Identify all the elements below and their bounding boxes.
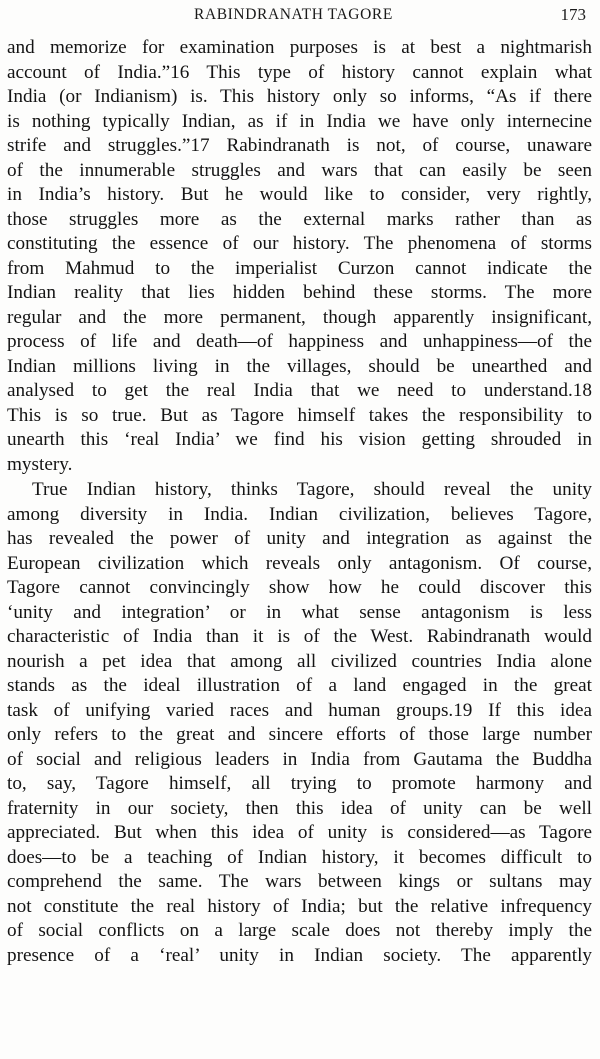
text-line: stands as the ideal illustration of a land engaged in the great xyxy=(7,675,592,696)
text-line: mystery. xyxy=(7,453,73,475)
text-line: European civilization which reveals only antagonism. Of course, xyxy=(7,552,592,574)
text-line: to, say, Tagore himself, all trying to promote harmony and xyxy=(7,773,592,794)
text-line: nourish a pet idea that among all civilized countries India alone xyxy=(7,650,592,672)
text-line: constituting the essence of our history. The phenomena of storms xyxy=(7,233,592,254)
text-line: True Indian history, thinks Tagore, should reveal the unity xyxy=(32,479,592,500)
text-line: is nothing typically Indian, as if in India we have only internecine xyxy=(7,110,592,132)
text-line: process of life and death—of happiness and unhappiness—of the xyxy=(7,331,592,352)
text-line: account of India.”16 This type of history cannot explain what xyxy=(7,61,592,83)
body-text xyxy=(7,36,592,968)
text-line: analysed to get the real India that we need to understand.18 xyxy=(7,380,592,401)
text-line: only refers to the great and sincere efforts of those large number xyxy=(7,724,592,745)
page-number: 173 xyxy=(560,5,586,24)
text-line: fraternity in our society, then this idea of unity can be well xyxy=(7,797,592,819)
paragraph-2 xyxy=(7,478,592,968)
text-line: comprehend the same. The wars between kings or sultans may xyxy=(7,871,592,892)
paragraph-1 xyxy=(7,36,592,477)
text-line: Tagore cannot convincingly show how he could discover this xyxy=(7,577,592,598)
text-line: India (or Indianism) is. This history only so informs, “As if there xyxy=(7,86,592,107)
text-line: of social and religious leaders in India from Gautama the Buddha xyxy=(7,748,592,770)
text-line: This is so true. But as Tagore himself takes the responsibility to xyxy=(7,404,592,426)
text-line: ‘unity and integration’ or in what sense antagonism is less xyxy=(7,601,592,623)
text-line: strife and struggles.”17 Rabindranath is not, of course, unaware xyxy=(7,135,592,156)
text-line: has revealed the power of unity and integration as against the xyxy=(7,528,592,549)
text-line: not constitute the real history of India; but the relative infrequency xyxy=(7,895,592,917)
running-head xyxy=(0,6,600,28)
text-line: of social conflicts on a large scale does not thereby imply the xyxy=(7,920,592,941)
text-line: from Mahmud to the imperialist Curzon cannot indicate the xyxy=(7,257,592,279)
text-line: in India’s history. But he would like to consider, very rightly, xyxy=(7,184,592,205)
running-title: RABINDRANATH TAGORE xyxy=(194,6,393,23)
text-line: Indian reality that lies hidden behind these storms. The more xyxy=(7,282,592,303)
text-line: appreciated. But when this idea of unity is considered—as Tagore xyxy=(7,822,592,843)
text-line: of the innumerable struggles and wars that can easily be seen xyxy=(7,159,592,181)
text-line: characteristic of India than it is of the West. Rabindranath would xyxy=(7,626,592,647)
text-line: those struggles more as the external marks rather than as xyxy=(7,208,592,230)
text-line: presence of a ‘real’ unity in Indian society. The apparently xyxy=(7,944,592,966)
text-line: unearth this ‘real India’ we find his vision getting shrouded in xyxy=(7,429,592,450)
text-line: among diversity in India. Indian civilization, believes Tagore, xyxy=(7,503,592,525)
text-line: regular and the more permanent, though apparently insignificant, xyxy=(7,306,592,328)
text-line: Indian millions living in the villages, should be unearthed and xyxy=(7,355,592,377)
text-line: task of unifying varied races and human groups.19 If this idea xyxy=(7,699,592,721)
text-line: does—to be a teaching of Indian history, it becomes difficult to xyxy=(7,846,592,868)
text-line: and memorize for examination purposes is at best a nightmarish xyxy=(7,37,592,58)
